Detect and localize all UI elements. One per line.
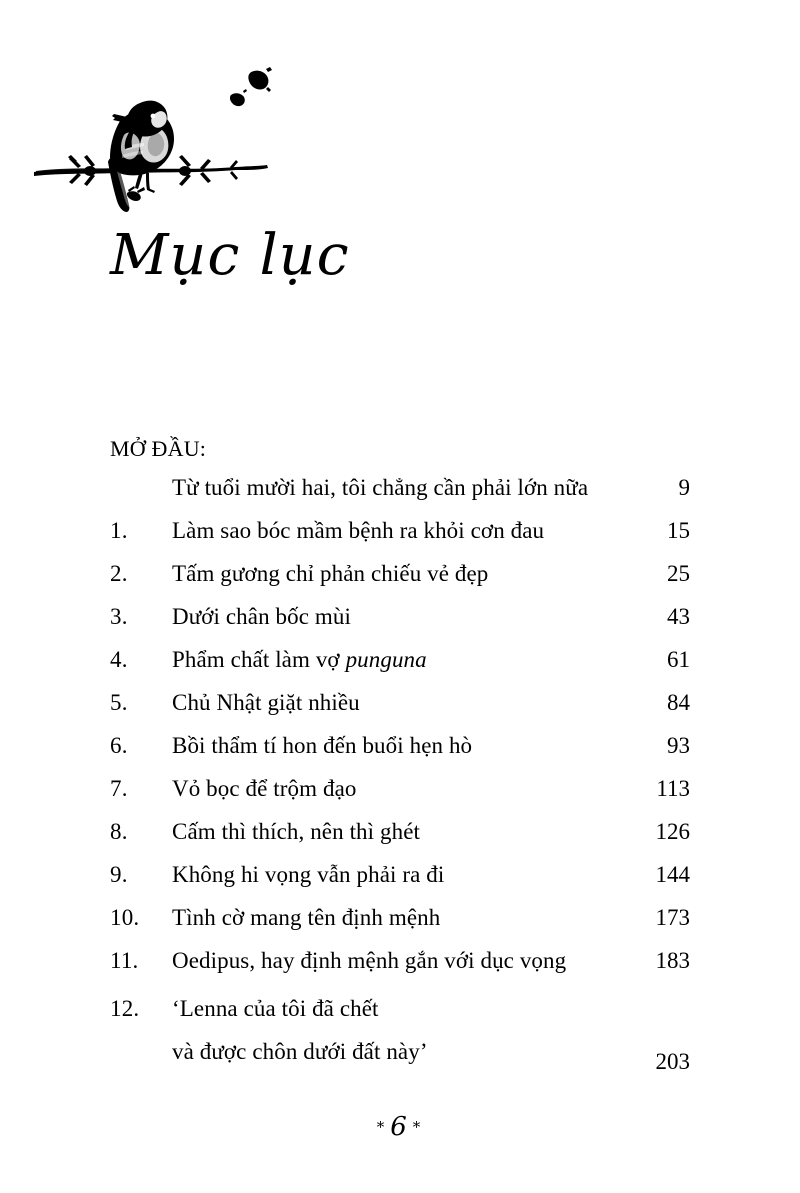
folio-page-number: 6: [390, 1112, 410, 1142]
toc-entry-number: 4.: [110, 647, 128, 672]
toc-entry-title: Chủ Nhật giặt nhiều: [172, 690, 360, 715]
toc-entry[interactable]: [110, 905, 690, 948]
toc-entry-page: 183: [655, 948, 690, 973]
toc-entry-page: 93: [667, 733, 690, 758]
toc-entry-number: 10.: [110, 905, 140, 930]
folio-star-left: *: [376, 1118, 388, 1136]
toc-entry[interactable]: [110, 996, 690, 1082]
toc-entry-number: 8.: [110, 819, 128, 844]
toc-entry-number: 12.: [110, 996, 140, 1021]
toc-section-label: MỞ ĐẦU:: [110, 436, 207, 461]
toc-entry[interactable]: [110, 647, 690, 690]
toc-entry[interactable]: [110, 819, 690, 862]
toc-entry[interactable]: [110, 776, 690, 819]
toc-entry[interactable]: [110, 948, 690, 991]
toc-entry-page: 43: [667, 604, 690, 629]
toc-entry-number: 2.: [110, 561, 128, 586]
folio-star-right: *: [412, 1118, 424, 1136]
toc-entry-title: Dưới chân bốc mùi: [172, 604, 351, 629]
toc-entry-number: 7.: [110, 776, 128, 801]
toc-entry-title: Không hi vọng vẫn phải ra đi: [172, 862, 445, 887]
toc-entry[interactable]: [110, 733, 690, 776]
toc-entry-number: 1.: [110, 518, 128, 543]
toc-entry-title: Cấm thì thích, nên thì ghét: [172, 819, 420, 844]
toc-entry-title: [172, 647, 632, 673]
toc-entry-number: 5.: [110, 690, 128, 715]
toc-entry-page: 113: [656, 776, 690, 801]
toc-entry-page: 25: [667, 561, 690, 586]
toc-entry-title: Làm sao bóc mầm bệnh ra khỏi cơn đau: [172, 518, 545, 543]
toc-entry-page: 9: [678, 475, 690, 500]
toc-entry[interactable]: [110, 604, 690, 647]
toc-entry-page: 126: [655, 819, 690, 844]
table-of-contents: [110, 438, 690, 1082]
toc-entry-title: Bồi thẩm tí hon đến buổi hẹn hò: [172, 733, 473, 758]
toc-entry-title: Tấm gương chỉ phản chiếu vẻ đẹp: [172, 561, 489, 586]
toc-entry-title: Vỏ bọc để trộm đạo: [172, 776, 357, 801]
bird-on-barbed-wire-illustration: [22, 55, 282, 215]
toc-entry[interactable]: [110, 518, 690, 561]
toc-entry-page: 15: [667, 518, 690, 543]
page-title: Mục lục: [110, 223, 350, 288]
toc-entry-page: 144: [655, 862, 690, 887]
toc-entry-number: 6.: [110, 733, 128, 758]
toc-entry-page: 203: [655, 1048, 690, 1074]
toc-entry[interactable]: [110, 862, 690, 905]
toc-entry-title-italic: punguna: [345, 647, 427, 672]
toc-entry-title-line2: và được chôn dưới đất này’: [172, 1039, 428, 1064]
toc-entry-title: [172, 996, 632, 1082]
toc-entry-title: Từ tuổi mười hai, tôi chẳng cần phải lớn nữa: [172, 475, 589, 500]
toc-entry-page: 61: [667, 647, 690, 672]
toc-entry-page: 173: [655, 905, 690, 930]
toc-entry[interactable]: [110, 561, 690, 604]
toc-entry-title-line1: ‘Lenna của tôi đã chết: [172, 996, 379, 1021]
toc-entry[interactable]: [110, 475, 690, 518]
toc-entry-title: Oedipus, hay định mệnh gắn với dục vọng: [172, 948, 567, 973]
toc-entry-number: 11.: [110, 948, 139, 973]
toc-entry-title: Tình cờ mang tên định mệnh: [172, 905, 441, 930]
toc-entry-title-text: Phẩm chất làm vợ: [172, 647, 346, 672]
toc-entry-page: 84: [667, 690, 690, 715]
toc-entry[interactable]: [110, 690, 690, 733]
page-folio: [0, 1112, 800, 1142]
toc-entry-number: 3.: [110, 604, 128, 629]
toc-entry-number: 9.: [110, 862, 128, 887]
